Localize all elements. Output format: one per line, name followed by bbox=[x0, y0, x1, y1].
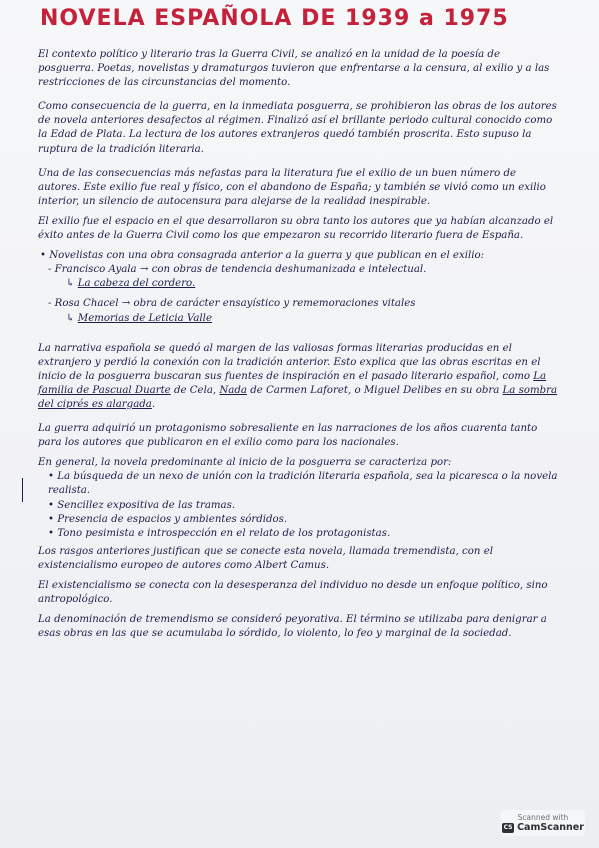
paragraph-existentialism: El existencialismo se conecta con la desesperanza del individuo no desde un enfoque político, sino antropológico. bbox=[38, 580, 548, 606]
return-arrow-icon: ↳ bbox=[66, 312, 75, 324]
margin-bracket bbox=[22, 478, 33, 502]
paragraph-denomination: La denominación de tremendismo se consideró peyorativa. El término se utilizaba para denigrar a esas obras en las que se acumulaba lo sórdido, lo violento, lo feo y marginal de la sociedad. bbox=[38, 614, 547, 640]
paragraph-characteristics: En general, la novela predominante al inicio de la posguerra se caracteriza por: bbox=[38, 457, 452, 469]
work-chacel: Memorias de Leticia Valle bbox=[77, 312, 212, 324]
narrative-text: La narrativa española se quedó al margen de las valiosas formas literarias producidas en el extranjero y perdió la conexión con la tradición anterior. Esto explica que las obras escritas en el inicio de la posguerra buscaran sus fuentes de inspiración en el pasado literario español, como bbox=[38, 342, 541, 382]
arrow-icon: → bbox=[139, 264, 149, 276]
work-sombra-cipres: La sombra del ciprés es alargada bbox=[38, 384, 558, 410]
camscanner-logo-icon: CS bbox=[503, 824, 513, 831]
paragraph-tremendismo: Los rasgos anteriores justifican que se conecte esta novela, llamada tremendista, con el existencialismo europeo de autores como Albert Camus. bbox=[38, 545, 493, 571]
feature-item: • La búsqueda de un nexo de unión con la tradición literaria española, sea la picaresca o la novela realista. bbox=[48, 471, 558, 497]
narrative-text: de Cela, bbox=[170, 384, 220, 396]
paragraph-exile: Una de las consecuencias más nefastas para la literatura fue el exilio de un buen número de autores. Este exilio fue real y físico, con el abandono de España; y también se vivió como un exilio interior, un silencio de autocensura para alejarse de la realidad inespirable. bbox=[38, 167, 546, 207]
arrow-icon: → bbox=[121, 298, 131, 310]
scanned-with-label: Scanned with bbox=[517, 813, 569, 822]
page-title: NOVELA ESPAÑOLA DE 1939 a 1975 bbox=[40, 6, 509, 31]
work-nada: Nada bbox=[219, 384, 247, 396]
work-ayala-line bbox=[66, 277, 558, 291]
narrative-text: . bbox=[151, 398, 156, 410]
paragraph-war-protagonism: La guerra adquirió un protagonismo sobresaliente en las narraciones de los años cuarenta tanto para los autores que publicaron en el exilio como para los nacionales. bbox=[38, 423, 538, 449]
paragraph-consequences: Como consecuencia de la guerra, en la inmediata posguerra, se prohibieron las obras de los autores de novela anteriores desafectos al régimen. Finalizó así el brillante periodo cultural conocido como la Edad de Plata. La lectura de los autores extranjeros quedó también proscrita. Esto supuso la ruptura de la tradición literaria. bbox=[38, 101, 557, 155]
author-ayala: - Francisco Ayala bbox=[48, 264, 137, 276]
feature-item: • Presencia de espacios y ambientes sórdidos. bbox=[48, 513, 288, 525]
work-ayala: La cabeza del cordero. bbox=[77, 278, 196, 290]
paragraph-narrative bbox=[38, 342, 558, 412]
return-arrow-icon: ↳ bbox=[66, 278, 75, 290]
feature-item: • Tono pesimista e introspección en el relato de los protagonistas. bbox=[48, 527, 391, 539]
paragraph-context: El contexto político y literario tras la Guerra Civil, se analizó en la unidad de la poesía de posguerra. Poetas, novelistas y dramaturgos tuvieron que enfrentarse a la censura, al exilio y a las restricciones de las circunstancias del momento. bbox=[38, 49, 550, 89]
feature-item: • Sencillez expositiva de las tramas. bbox=[48, 499, 236, 511]
camscanner-brand bbox=[501, 822, 585, 833]
work-pascual-duarte: La familia de Pascual Duarte bbox=[38, 370, 547, 396]
author-ayala-line bbox=[38, 263, 558, 277]
notes-body bbox=[38, 48, 558, 647]
camscanner-label: CamScanner bbox=[517, 822, 584, 833]
work-chacel-line bbox=[66, 312, 558, 326]
author-chacel-line bbox=[38, 297, 558, 311]
author-chacel: - Rosa Chacel bbox=[48, 298, 119, 310]
exile-novelists-bullet: • Novelistas con una obra consagrada anterior a la guerra y que publican en el exilio: bbox=[40, 250, 485, 262]
camscanner-badge bbox=[501, 810, 585, 836]
paragraph-exile-space: El exilio fue el espacio en el que desarrollaron su obra tanto los autores que ya habían alcanzado el éxito antes de la Guerra Civil como los que empezaron su recorrido literario fuera de España. bbox=[38, 215, 554, 242]
author-chacel-desc: obra de carácter ensayístico y rememoraciones vitales bbox=[133, 298, 416, 310]
author-ayala-desc: con obras de tendencia deshumanizada e intelectual. bbox=[151, 264, 427, 276]
narrative-text: de Carmen Laforet, o Miguel Delibes en su obra bbox=[246, 384, 503, 396]
